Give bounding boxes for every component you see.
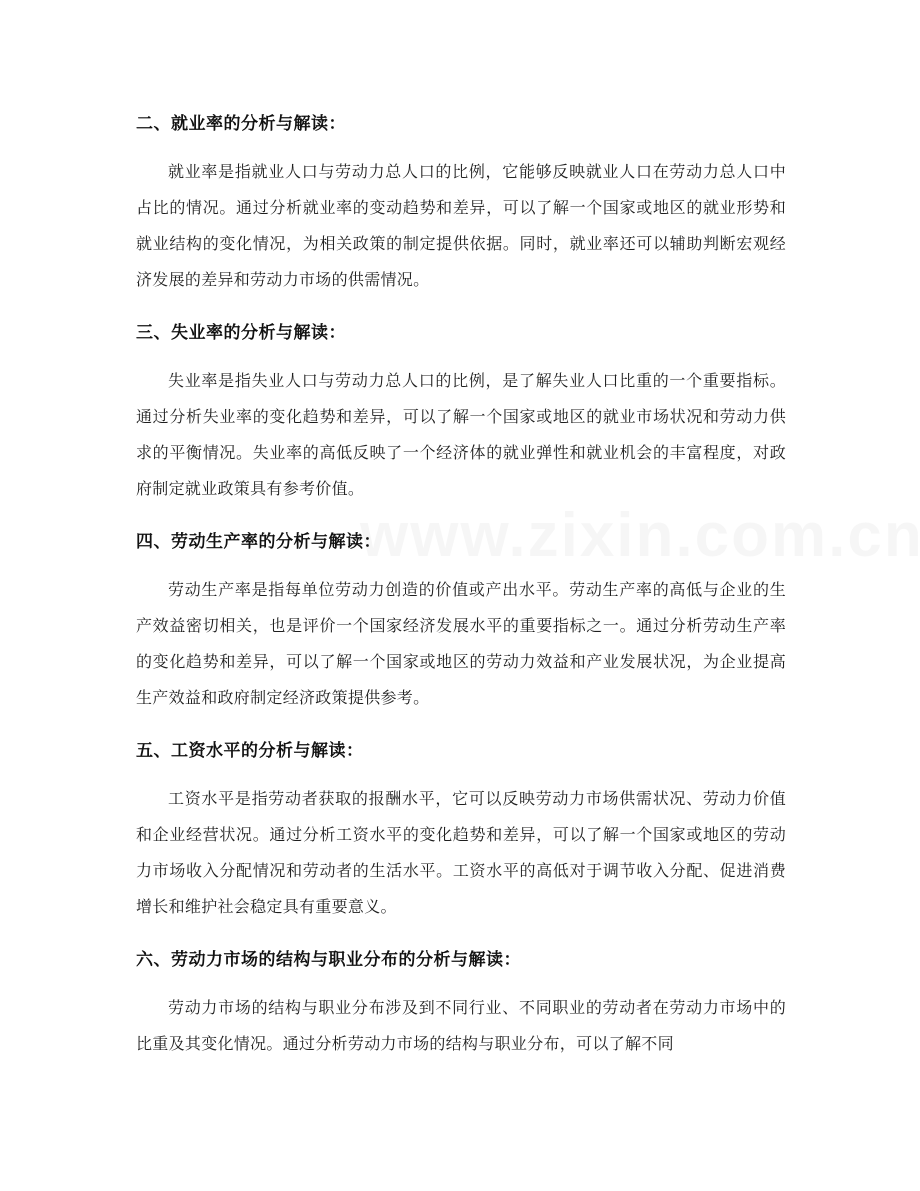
section-paragraph: 工资水平是指劳动者获取的报酬水平，它可以反映劳动力市场供需状况、劳动力价值和企业经营状况。通过分析工资水平的变化趋势和差异，可以了解一个国家或地区的劳动力市场收入分配情况和劳动者的生活水平。工资水平的高低对于调节收入分配、促进消费增长和维护社会稳定具有重要意义。 — [136, 789, 786, 916]
section-employment-rate — [136, 108, 786, 298]
section-paragraph: 失业率是指失业人口与劳动力总人口的比例，是了解失业人口比重的一个重要指标。通过分析失业率的变化趋势和差异，可以了解一个国家或地区的就业市场状况和劳动力供求的平衡情况。失业率的高低反映了一个经济体的就业弹性和就业机会的丰富程度，对政府制定就业政策具有参考价值。 — [136, 371, 786, 498]
section-unemployment-rate — [136, 317, 786, 507]
section-heading: 三、失业率的分析与解读： — [136, 323, 346, 343]
section-paragraph: 就业率是指就业人口与劳动力总人口的比例，它能够反映就业人口在劳动力总人口中占比的情况。通过分析就业率的变动趋势和差异，可以了解一个国家或地区的就业形势和就业结构的变化情况，为相关政策的制定提供依据。同时，就业率还可以辅助判断宏观经济发展的差异和劳动力市场的供需情况。 — [136, 162, 786, 289]
section-heading: 五、工资水平的分析与解读： — [136, 741, 364, 761]
section-paragraph: 劳动生产率是指每单位劳动力创造的价值或产出水平。劳动生产率的高低与企业的生产效益密切相关，也是评价一个国家经济发展水平的重要指标之一。通过分析劳动生产率的变化趋势和差异，可以了解一个国家或地区的劳动力效益和产业发展状况，为企业提高生产效益和政府制定经济政策提供参考。 — [136, 580, 786, 707]
section-heading: 二、就业率的分析与解读： — [136, 114, 346, 134]
document-content — [136, 108, 786, 1081]
section-paragraph: 劳动力市场的结构与职业分布涉及到不同行业、不同职业的劳动者在劳动力市场中的比重及其变化情况。通过分析劳动力市场的结构与职业分布，可以了解不同 — [136, 998, 786, 1053]
section-heading: 四、劳动生产率的分析与解读： — [136, 532, 381, 552]
section-heading: 六、劳动力市场的结构与职业分布的分析与解读： — [136, 950, 521, 970]
section-labor-market-structure — [136, 944, 786, 1062]
section-labor-productivity — [136, 526, 786, 716]
section-wage-level — [136, 735, 786, 925]
